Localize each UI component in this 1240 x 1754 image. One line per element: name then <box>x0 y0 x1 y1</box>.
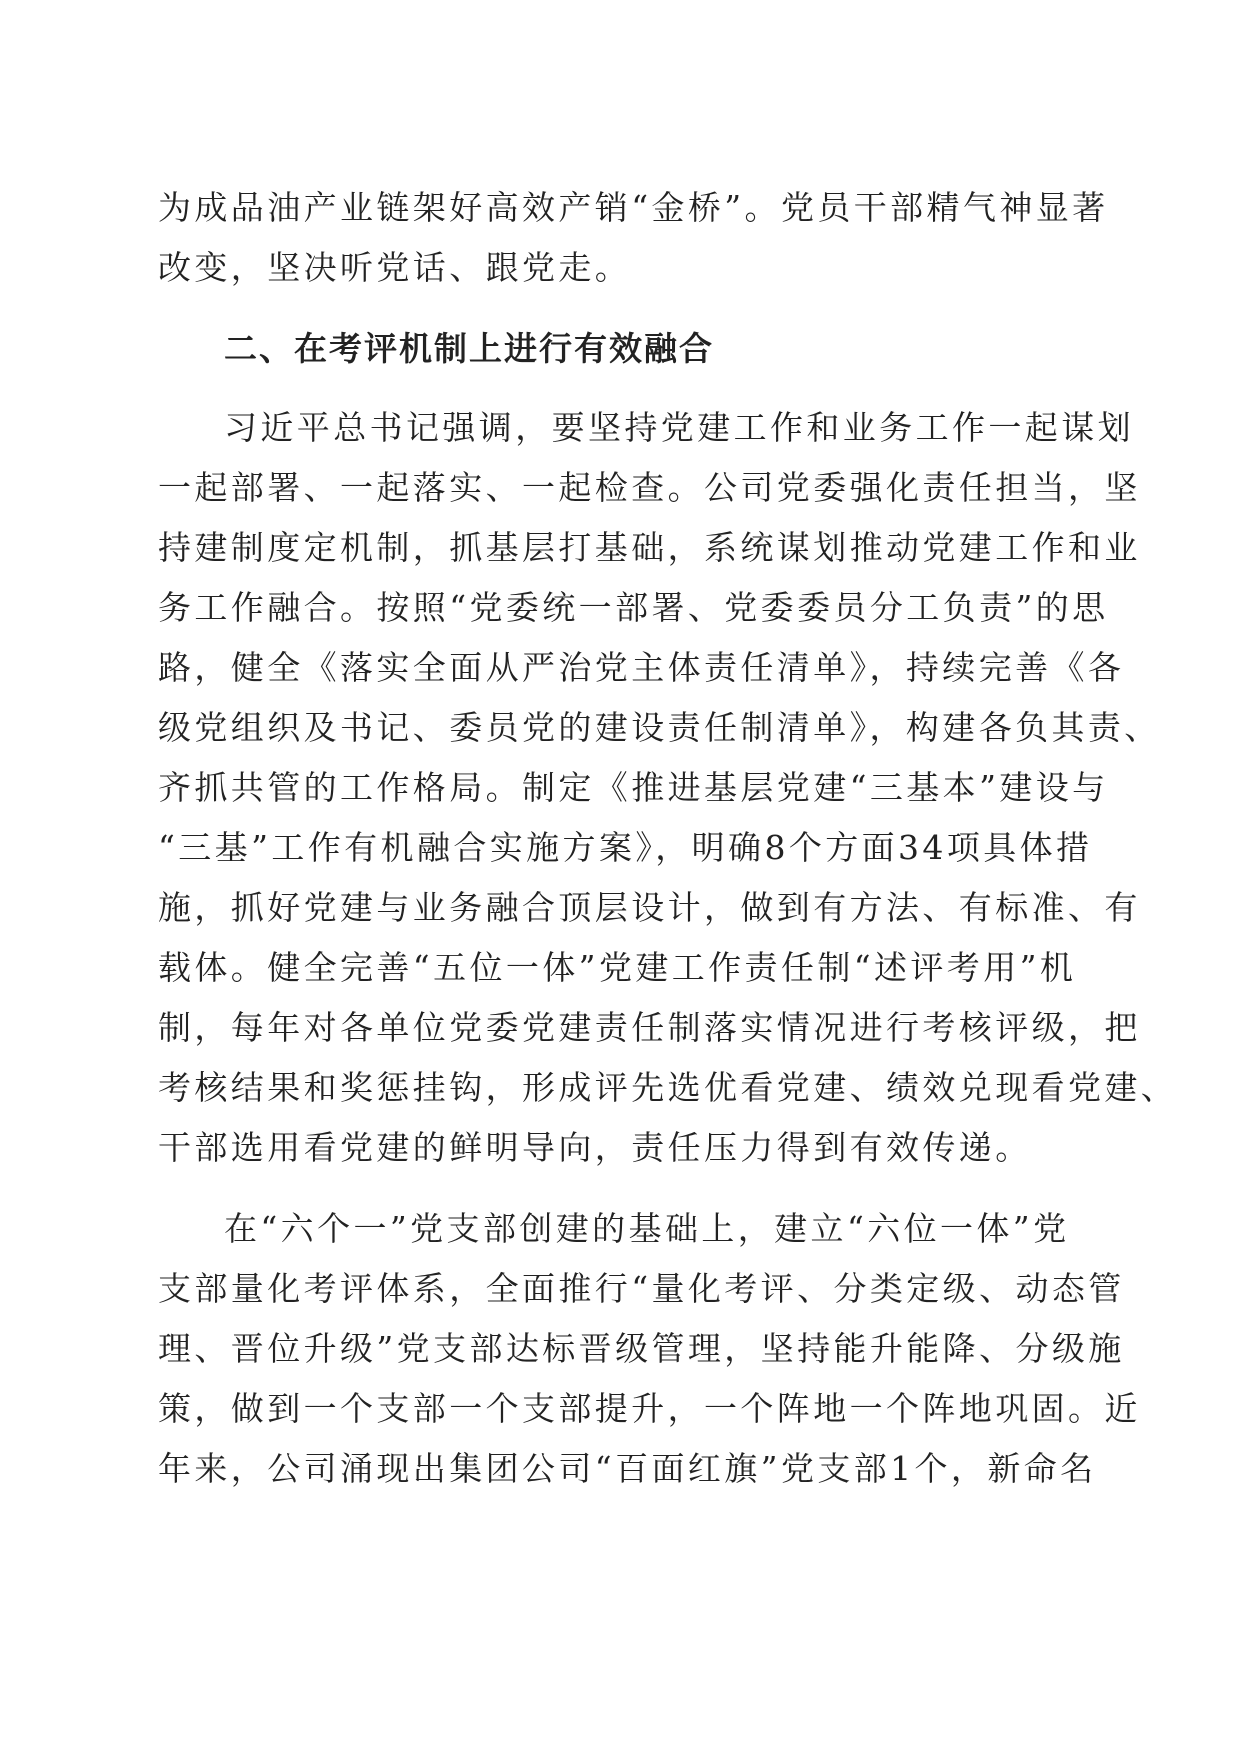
paragraph-line-13: 载体。健全完善“五位一体”党建工作责任制“述评考用”机 <box>158 948 1077 987</box>
paragraph-line-1: 为成品油产业链架好高效产销“金桥”。党员干部精气神显著 <box>158 188 1109 227</box>
paragraph-line-2: 改变，坚决听党话、跟党走。 <box>158 248 632 287</box>
paragraph-line-14: 制，每年对各单位党委党建责任制落实情况进行考核评级，把 <box>158 1008 1141 1047</box>
paragraph-line-9: 级党组织及书记、委员党的建设责任制清单》，构建各负其责、 <box>158 708 1161 747</box>
paragraph-line-12: 施，抓好党建与业务融合顶层设计，做到有方法、有标准、有 <box>158 888 1141 927</box>
paragraph-line-6: 持建制度定机制，抓基层打基础，系统谋划推动党建工作和业 <box>158 528 1141 567</box>
paragraph-line-20: 策，做到一个支部一个支部提升，一个阵地一个阵地巩固。近 <box>158 1389 1141 1428</box>
paragraph-line-16: 干部选用看党建的鲜明导向，责任压力得到有效传递。 <box>158 1128 1032 1167</box>
section-heading: 二、在考评机制上进行有效融合 <box>224 329 714 368</box>
paragraph-line-4: 习近平总书记强调，要坚持党建工作和业务工作一起谋划 <box>224 408 1134 447</box>
paragraph-line-18: 支部量化考评体系，全面推行“量化考评、分类定级、动态管 <box>158 1269 1125 1308</box>
paragraph-line-7: 务工作融合。按照“党委统一部署、党委委员分工负责”的思 <box>158 588 1109 627</box>
paragraph-line-8: 路，健全《落实全面从严治党主体责任清单》，持续完善《各 <box>158 648 1125 687</box>
paragraph-line-5: 一起部署、一起落实、一起检查。公司党委强化责任担当，坚 <box>158 468 1141 507</box>
paragraph-line-17: 在“六个一”党支部创建的基础上，建立“六位一体”党 <box>224 1209 1070 1248</box>
paragraph-line-15: 考核结果和奖惩挂钩，形成评先选优看党建、绩效兑现看党建、 <box>158 1068 1178 1107</box>
paragraph-line-21: 年来，公司涌现出集团公司“百面红旗”党支部1个，新命名 <box>158 1449 1097 1488</box>
paragraph-line-11: “三基”工作有机融合实施方案》，明确8个方面34项具体措 <box>158 828 1093 867</box>
paragraph-line-19: 理、晋位升级”党支部达标晋级管理，坚持能升能降、分级施 <box>158 1329 1125 1368</box>
paragraph-line-10: 齐抓共管的工作格局。制定《推进基层党建“三基本”建设与 <box>158 768 1109 807</box>
